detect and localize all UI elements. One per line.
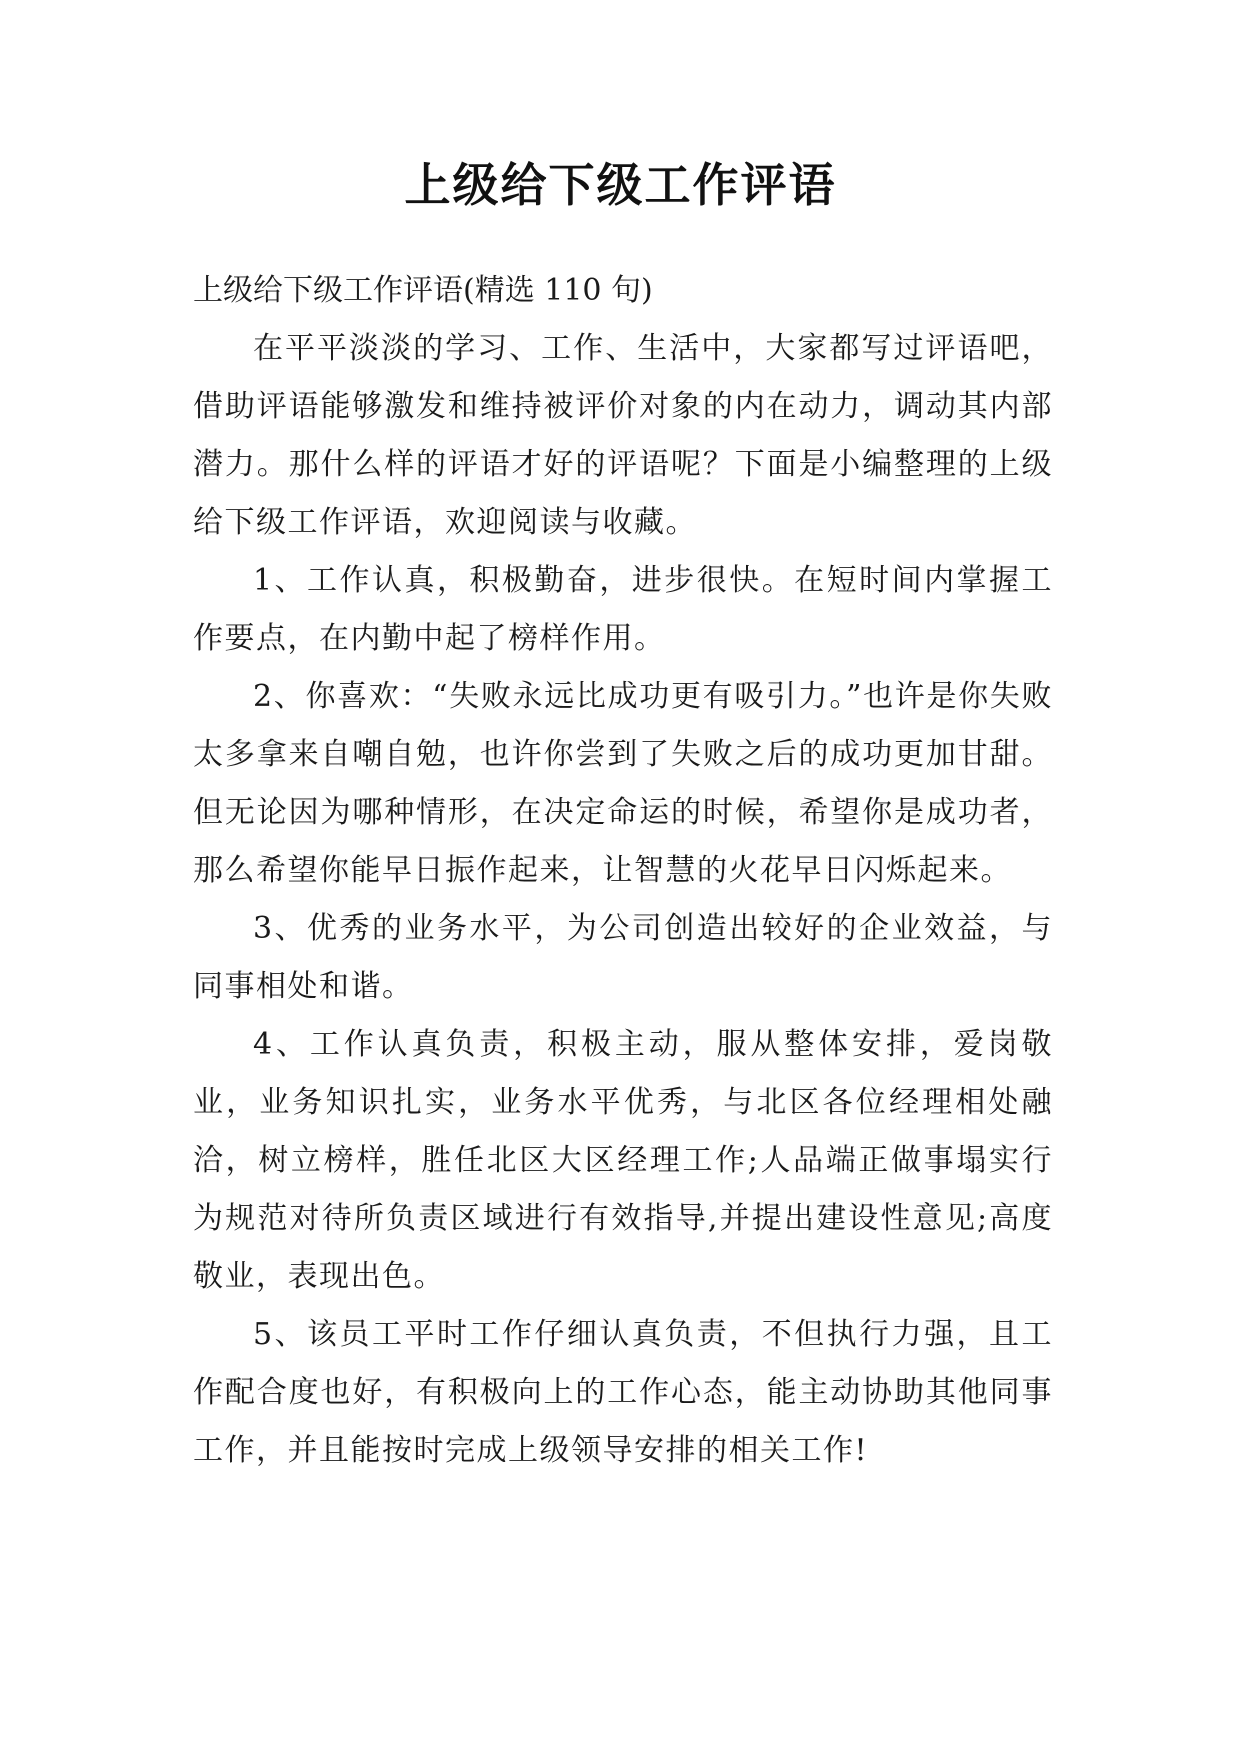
comment-item-5: 5、该员工平时工作仔细认真负责，不但执行力强，且工作配合度也好，有积极向上的工作心态，能主动协助其他同事工作，并且能按时完成上级领导安排的相关工作! (193, 1317, 1053, 1468)
document-subtitle: 上级给下级工作评语(精选 110 句) (193, 273, 653, 308)
comment-item-3: 3、优秀的业务水平，为公司创造出较好的企业效益，与同事相处和谐。 (193, 911, 1053, 1004)
comment-item-2: 2、你喜欢：“失败永远比成功更有吸引力。”也许是你失败太多拿来自嘲自勉，也许你尝到了失败之后的成功更加甘甜。但无论因为哪种情形，在决定命运的时候，希望你是成功者，那么希望你能早日振作起来，让智慧的火花早日闪烁起来。 (193, 679, 1053, 888)
document-body (193, 262, 1053, 1480)
intro-paragraph: 在平平淡淡的学习、工作、生活中，大家都写过评语吧，借助评语能够激发和维持被评价对象的内在动力，调动其内部潜力。那什么样的评语才好的评语呢？下面是小编整理的上级给下级工作评语，欢迎阅读与收藏。 (193, 331, 1053, 540)
document-title: 上级给下级工作评语 (404, 158, 837, 212)
comment-item-4: 4、工作认真负责，积极主动，服从整体安排，爱岗敬业，业务知识扎实，业务水平优秀，与北区各位经理相处融洽，树立榜样，胜任北区大区经理工作;人品端正做事塌实行为规范对待所负责区域进行有效指导,并提出建设性意见;高度敬业，表现出色。 (193, 1027, 1053, 1294)
comment-item-1: 1、工作认真，积极勤奋，进步很快。在短时间内掌握工作要点，在内勤中起了榜样作用。 (193, 563, 1053, 656)
